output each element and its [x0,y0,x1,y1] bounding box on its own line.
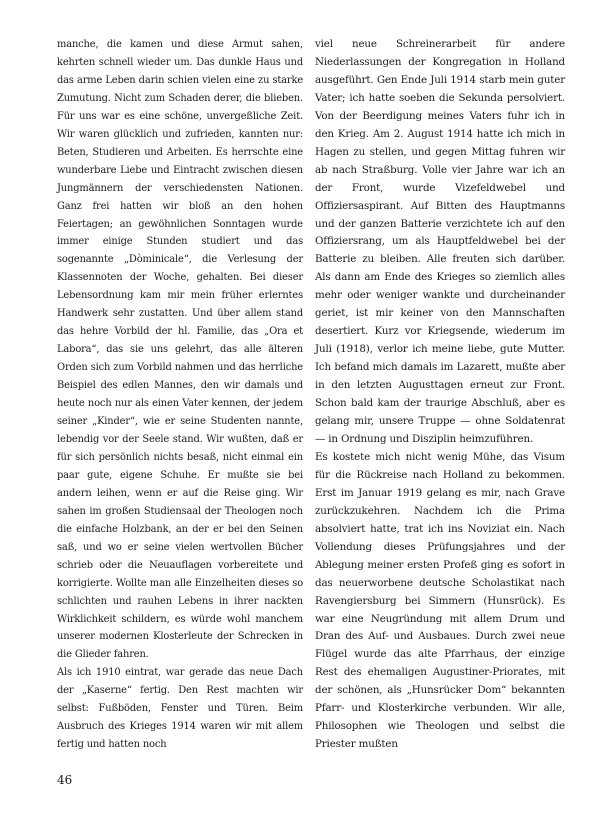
text-column-right [315,36,565,754]
paragraph: Als ich 1910 eintrat, war gerade das neue Dach der „Kaserne“ fertig. Den Rest machten wir selbst: Fußböden, Fenster und Türen. Beim Ausbruch des Krieges 1914 waren wir mit allem fertig und hatten noch [57,667,303,751]
text-column-left [57,36,303,754]
paragraph: Es kostete mich nicht wenig Mühe, das Visum für die Rückreise nach Holland zu bekommen. Erst im Januar 1919 gelang es mir, nach Grave zurückzukehren. Nachdem ich die Prima absolviert hatte, trat ich ins Noviziat ein. Nach Vollendung dieses Prüfungsjahres und der Ablegung meiner ersten Profeß ging es sofort in das neuerworbene deutsche Scholastikat nach Ravengiersburg bei Simmern (Hunsrück). Es war eine Neugründung mit allem Drum und Dran des Auf- und Ausbaues. Durch zwei neue Flügel wurde das alte Pfarrhaus, der einzige Rest des ehemaligen Augustiner-Priorates, mit der schönen, als „Hunsrücker Dom“ bekannten Pfarr- und Klosterkirche verbunden. Wir alle, Philosophen wie Theologen und selbst die Priester mußten [315,450,565,751]
paragraph: viel neue Schreinerarbeit für andere Niederlassungen der Kongregation in Holland ausgeführt. Gen Ende Juli 1914 starb mein guter Vater; ich hatte soeben die Sekunda persolviert. Von der Beerdigung meines Vaters fuhr ich in den Krieg. Am 2. August 1914 hatte ich mich in Hagen zu stellen, und gegen Mittag fuhren wir ab nach Straßburg. Volle vier Jahre war ich an der Front, wurde Vizefeldwebel und Offiziersaspirant. Auf Bitten des Hauptmanns und der ganzen Batterie verzichtete ich auf den Offiziersrang, um als Hauptfeldwebel bei der Batterie zu bleiben. Alle freuten sich darüber. Als dann am Ende des Krieges so ziemlich alles mehr oder weniger wankte und durcheinander geriet, ist mir keiner von den Mannschaften desertiert. Kurz vor Kriegsende, wiederum im Juli (1918), verlor ich meine liebe, gute Mutter. Ich befand mich damals im Lazarett, mußte aber in den letzten Augusttagen erneut zur Front. Schon bald kam der traurige Abschluß, aber es gelang mir, unsere Truppe — ohne Soldatenrat — in Ordnung und Disziplin heimzuführen. [315,38,565,445]
paragraph: manche, die kamen und diese Armut sahen, kehrten schnell wieder um. Das dunkle Haus und das arme Leben darin schien vielen eine zu starke Zumutung. Nicht zum Schaden derer, die blieben. Für uns war es eine schöne, unvergeßliche Zeit. Wir waren glücklich und zufrieden, kannten nur: Beten, Studieren und Arbeiten. Es herrschte eine wunderbare Liebe und Eintracht zwischen diesen Jungmännern der verschiedensten Nationen. Ganz frei hatten wir bloß an den hohen Feiertagen; an gewöhnlichen Sonntagen wurde immer einige Stunden studiert und das sogenannte „Dòminicale“, die Verlesung der Klassennoten der Woche, gehalten. Bei dieser Lebensordnung kam mir mein früher erlerntes Handwerk sehr zustatten. Und über allem stand das hehre Vorbild der hl. Familie, das „Ora et Labora“, das sie uns gelehrt, das alle älteren Orden sich zum Vorbild nahmen und das herrliche Beispiel des edlen Mannes, den wir damals und heute noch nur als einen Vater kennen, der jedem seiner „Kinder“, wie er seine Studenten nannte, lebendig vor der Seele stand. Wir wußten, daß er für sich persönlich nichts besaß, nicht einmal ein paar gute, eigene Schuhe. Er mußte sie bei andern leihen, wenn er auf die Reise ging. Wir sahen im großen Studiensaal der Theologen noch die einfache Holzbank, an der er bei den Seinen saß, und wo er seine vielen wertvollen Bücher schrieb oder die Neuauflagen vorbereitete und korrigierte. Wollte man alle Einzelheiten dieses so schlichten und rauhen Lebens in ihrer nackten Wirklichkeit schildern, es würde wohl manchem unserer modernen Klosterleute der Schrecken in die Glieder fahren. [57,39,303,661]
page-number: 46 [57,773,73,787]
